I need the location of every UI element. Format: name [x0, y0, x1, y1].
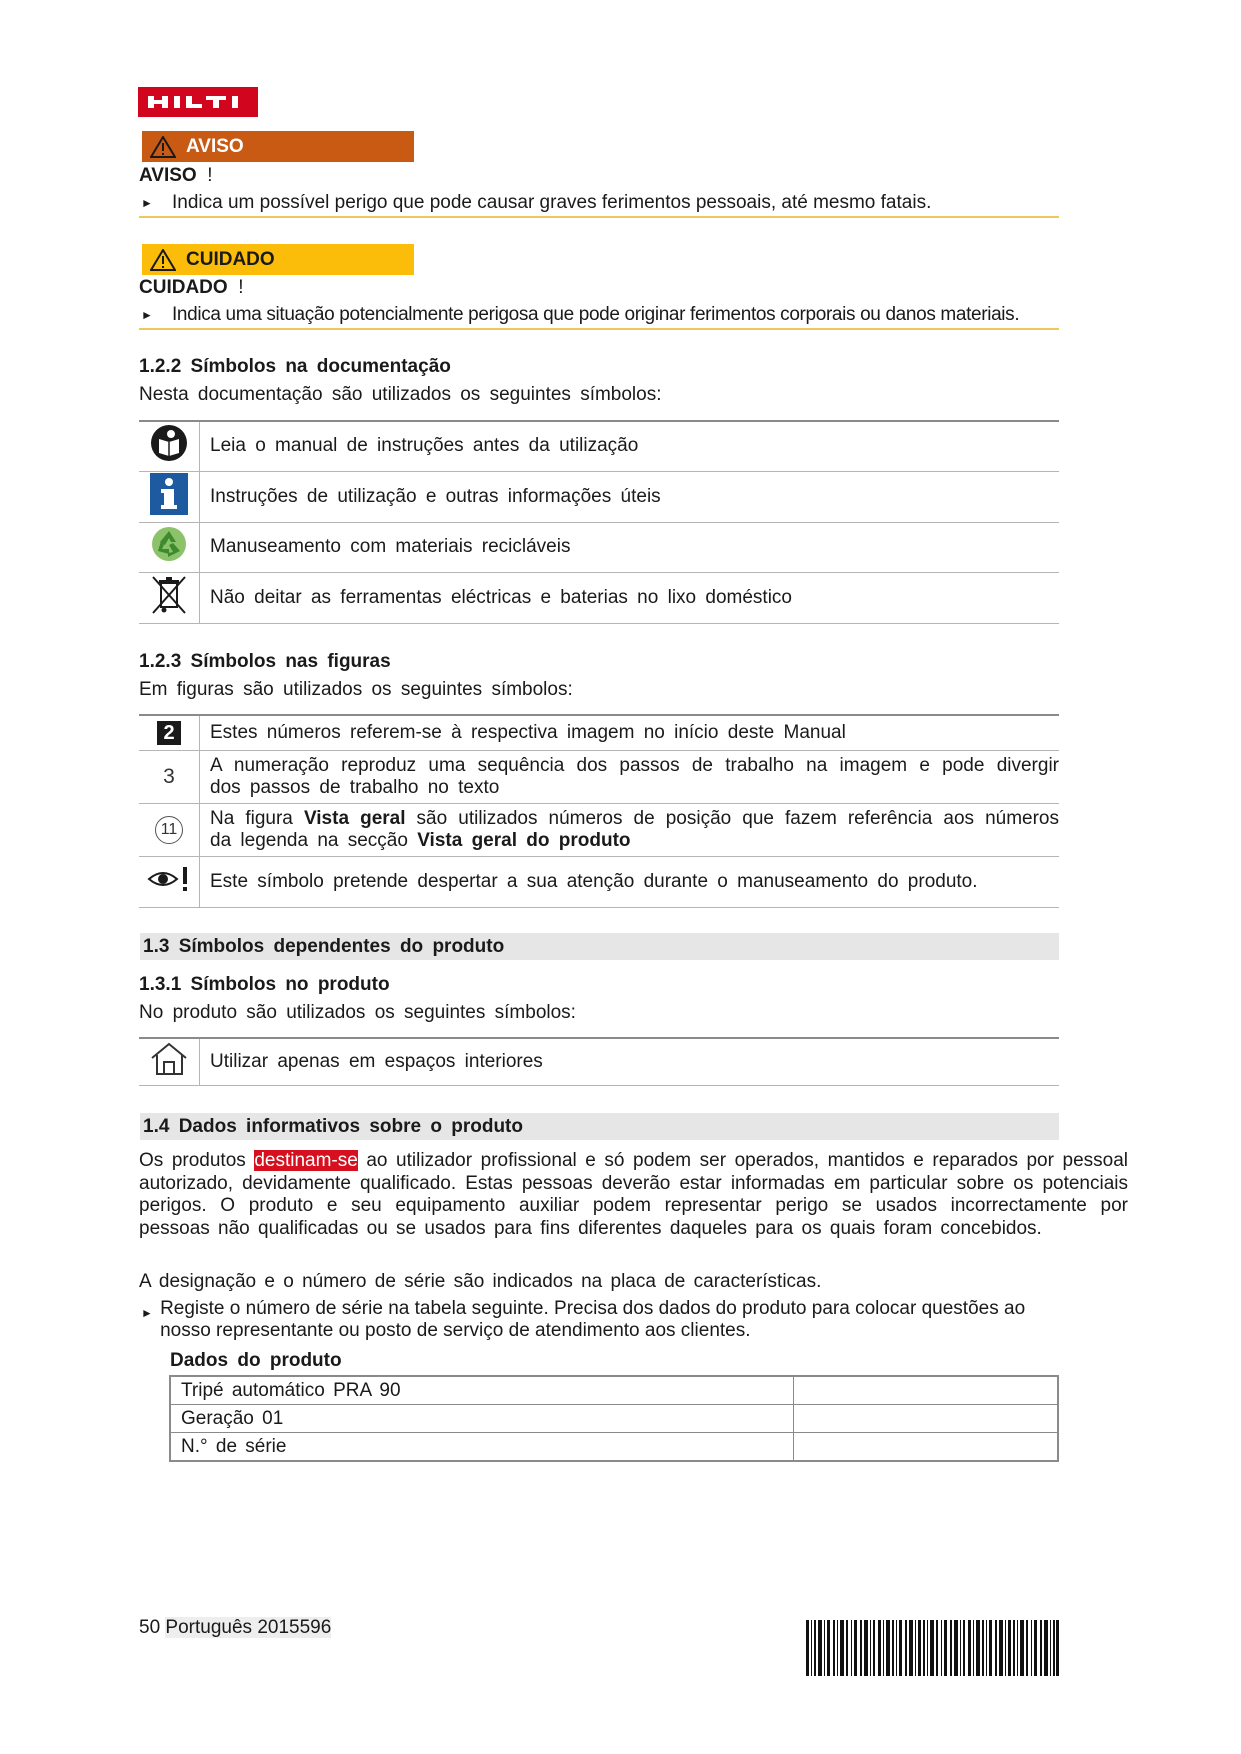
symbol-description: Leia o manual de instruções antes da utilização	[200, 421, 1060, 471]
serial-info-paragraph: A designação e o número de série são indicados na placa de características.	[139, 1271, 822, 1292]
recycle-icon	[139, 522, 200, 572]
warning-divider	[139, 216, 1059, 218]
product-data-value[interactable]	[794, 1376, 1059, 1405]
footer-language: Português 2015596	[165, 1617, 332, 1638]
attention-eye-icon	[139, 856, 200, 907]
table-row	[139, 572, 1059, 623]
page-number: 50	[139, 1617, 161, 1638]
table-row	[139, 856, 1059, 907]
table-row	[139, 715, 1059, 750]
symbol-description: Na figura Vista geral são utilizados números de posição que fazem referência aos números da legenda na secção Vista geral do produto	[200, 803, 1060, 856]
highlighted-word: destinam-se	[254, 1150, 358, 1171]
bullet-arrow-icon: ►	[141, 308, 153, 322]
symbol-description: Este símbolo pretende despertar a sua atenção durante o manuseamento do produto.	[200, 856, 1060, 907]
section-heading-1-4: 1.4 Dados informativos sobre o produto	[140, 1113, 1059, 1140]
bullet-arrow-icon: ►	[141, 1306, 153, 1320]
product-info-paragraph: Os produtos destinam-se ao utilizador profissional e só podem ser operados, mantidos e reparados por pessoal autorizado, devidamente qualificado. Estas pessoas deverão estar informadas em particular sobre os potenciais perigos. O produto e seu equipamento auxiliar podem representar perigo se usados incorrectamente por pessoas não qualificadas ou se usados para fins diferentes daqueles para os quais foram concebidos.	[139, 1150, 1128, 1239]
symbol-description: Utilizar apenas em espaços interiores	[200, 1038, 1060, 1085]
register-bullet: ► Registe o número de série na tabela seguinte. Precisa dos dados do produto para colocar questões ao nosso representante ou posto de serviço de atendimento aos clientes.	[141, 1298, 1026, 1341]
product-data-label: Tripé automático PRA 90	[170, 1376, 794, 1405]
product-symbols-table	[139, 1037, 1059, 1086]
section-intro: No produto são utilizados os seguintes símbolos:	[139, 1002, 576, 1023]
product-data-value[interactable]	[794, 1405, 1059, 1433]
caution-bullet: ► Indica uma situação potencialmente perigosa que pode originar ferimentos corporais ou danos materiais.	[141, 304, 1020, 325]
figure-symbols-table	[139, 714, 1059, 908]
warning-bullet: ► Indica um possível perigo que pode causar graves ferimentos pessoais, até mesmo fatais.	[141, 192, 932, 213]
warning-triangle-icon	[150, 136, 176, 158]
section-heading-1-3-1: 1.3.1 Símbolos no produto	[139, 974, 390, 995]
product-data-value[interactable]	[794, 1433, 1059, 1462]
product-data-label: Geração 01	[170, 1405, 794, 1433]
table-row	[139, 803, 1059, 856]
warning-signal-label: AVISO	[186, 135, 244, 157]
hilti-logo-mark	[138, 87, 258, 117]
barcode-graphic	[806, 1620, 1059, 1676]
doc-symbols-table	[139, 420, 1059, 624]
product-data-table	[169, 1375, 1059, 1462]
barcode	[806, 1620, 1059, 1676]
symbol-description: Estes números referem-se à respectiva imagem no início deste Manual	[200, 715, 1060, 750]
info-icon	[139, 471, 200, 522]
warning-title: AVISO !	[139, 165, 213, 186]
caution-divider	[139, 328, 1059, 330]
symbol-description: A numeração reproduz uma sequência dos passos de trabalho na imagem e pode divergir dos passos de trabalho no texto	[200, 750, 1060, 803]
table-row	[139, 1038, 1059, 1085]
hilti-logo	[138, 87, 258, 117]
bullet-arrow-icon: ►	[141, 196, 153, 210]
caution-signal-label: CUIDADO	[186, 248, 275, 270]
figure-number-icon: 2	[139, 715, 200, 750]
table-row	[139, 750, 1059, 803]
section-intro: Nesta documentação são utilizados os seguintes símbolos:	[139, 384, 662, 405]
product-data-label: N.° de série	[170, 1433, 794, 1462]
symbol-description: Não deitar as ferramentas eléctricas e baterias no lixo doméstico	[200, 572, 1060, 623]
caution-signal-bar	[142, 244, 414, 275]
table-row	[139, 421, 1059, 471]
section-heading-1-2-3: 1.2.3 Símbolos nas figuras	[139, 651, 391, 672]
caution-title: CUIDADO !	[139, 277, 244, 298]
table-row	[170, 1405, 1058, 1433]
doc-number: 2015596	[257, 1617, 332, 1638]
page-footer	[139, 1617, 331, 1639]
table-row	[170, 1433, 1058, 1462]
section-heading-1-3: 1.3 Símbolos dependentes do produto	[140, 933, 1059, 960]
read-manual-icon	[139, 421, 200, 471]
symbol-description: Instruções de utilização e outras informações úteis	[200, 471, 1060, 522]
step-number-icon: 3	[139, 750, 200, 803]
section-intro: Em figuras são utilizados os seguintes símbolos:	[139, 679, 573, 700]
product-data-title: Dados do produto	[170, 1350, 342, 1371]
table-row	[139, 471, 1059, 522]
table-row	[170, 1376, 1058, 1405]
indoor-use-icon	[139, 1038, 200, 1085]
crossed-bin-icon	[139, 572, 200, 623]
section-heading-1-2-2: 1.2.2 Símbolos na documentação	[139, 356, 451, 377]
table-row	[139, 522, 1059, 572]
position-number-icon: 11	[139, 803, 200, 856]
symbol-description: Manuseamento com materiais recicláveis	[200, 522, 1060, 572]
warning-triangle-icon	[150, 249, 176, 271]
warning-signal-bar	[142, 131, 414, 162]
